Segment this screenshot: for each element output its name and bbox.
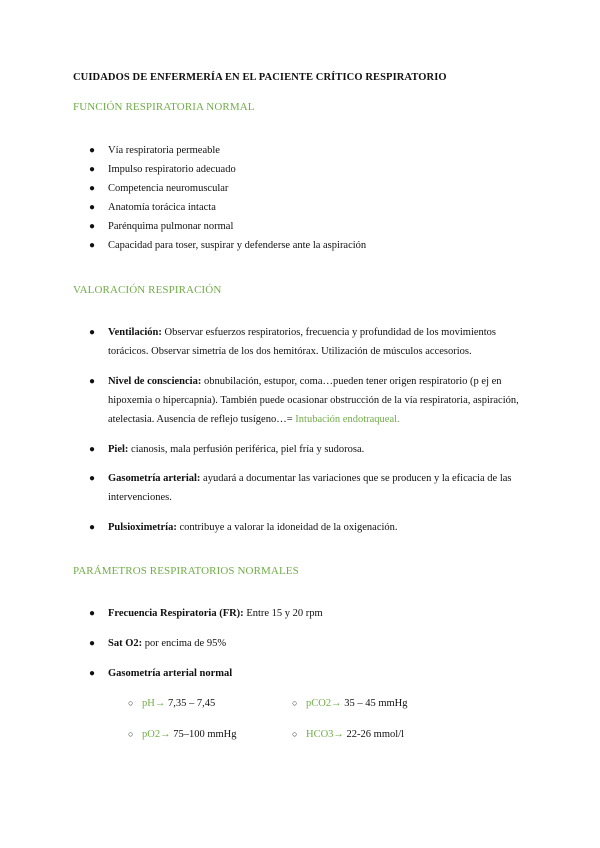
gas-pco2: ○ pCO2→ 35 – 45 mmHg — [292, 698, 408, 709]
heading-parametros-respiratorios: PARÁMETROS RESPIRATORIOS NORMALES — [73, 565, 299, 577]
document-title: CUIDADOS DE ENFERMERÍA EN EL PACIENTE CRÍTICO RESPIRATORIO — [73, 72, 447, 83]
gas-po2: ○ pO2→ 75–100 mmHg — [128, 729, 237, 740]
document-page: CUIDADOS DE ENFERMERÍA EN EL PACIENTE CRÍTICO RESPIRATORIO FUNCIÓN RESPIRATORIA NORMAL ● Vía respiratoria permeable ● Impulso respiratorio adecuado ● Competencia neuromuscular ● Anatomía torácica intacta ● Parénquima pulmonar normal ● Capacidad para toser, suspirar y defenderse ante la aspiración VALORACIÓN RESPIRACIÓN ● Ventilación: Observar esfuerzos respiratorios, frecuencia y profundidad de los movimientos torácicos. Observar simetría de los dos hemitórax. Utilización de músculos accesorios. ● Nivel de consciencia: obnubilación, estupor, coma…pueden tener origen respiratorio (p ej en hipoxemia o hipercapnia). También puede ocasionar obstrucción de la vía respiratoria, aspiración, atelectasia. Ausencia de reflejo tusígeno…= Intubación endotraqueal. ● Piel: cianosis, mala perfusión periférica, piel fría y sudorosa. ● Gasometría arterial: ayudará a documentar las variaciones que se producen y la eficacia de las intervenciones. ● Pulsioximetría: contribuye a valorar la idoneidad de la oxigenación. PARÁMETROS RESPIRATORIOS NORMALES ● Frecuencia Respiratoria (FR): Entre 15 y 20 rpm ● Sat O2: por encima de 95% ● Gasometría arterial normal ○ pH→ 7,35 – 7,45 ○ pCO2→ 35 – 45 mmHg ○ pO2→ 75–100 mmHg ○ HCO3→ 22-26 mmol/l — [73, 72, 519, 740]
intubation-link: Intubación endotraqueal. — [295, 414, 400, 425]
heading-funcion-respiratoria: FUNCIÓN RESPIRATORIA NORMAL — [73, 101, 255, 113]
gas-ph: ○ pH→ 7,35 – 7,45 — [128, 698, 216, 709]
heading-valoracion-respiracion: VALORACIÓN RESPIRACIÓN — [73, 284, 222, 296]
gas-hco3: ○ HCO3→ 22-26 mmol/l — [292, 729, 405, 740]
